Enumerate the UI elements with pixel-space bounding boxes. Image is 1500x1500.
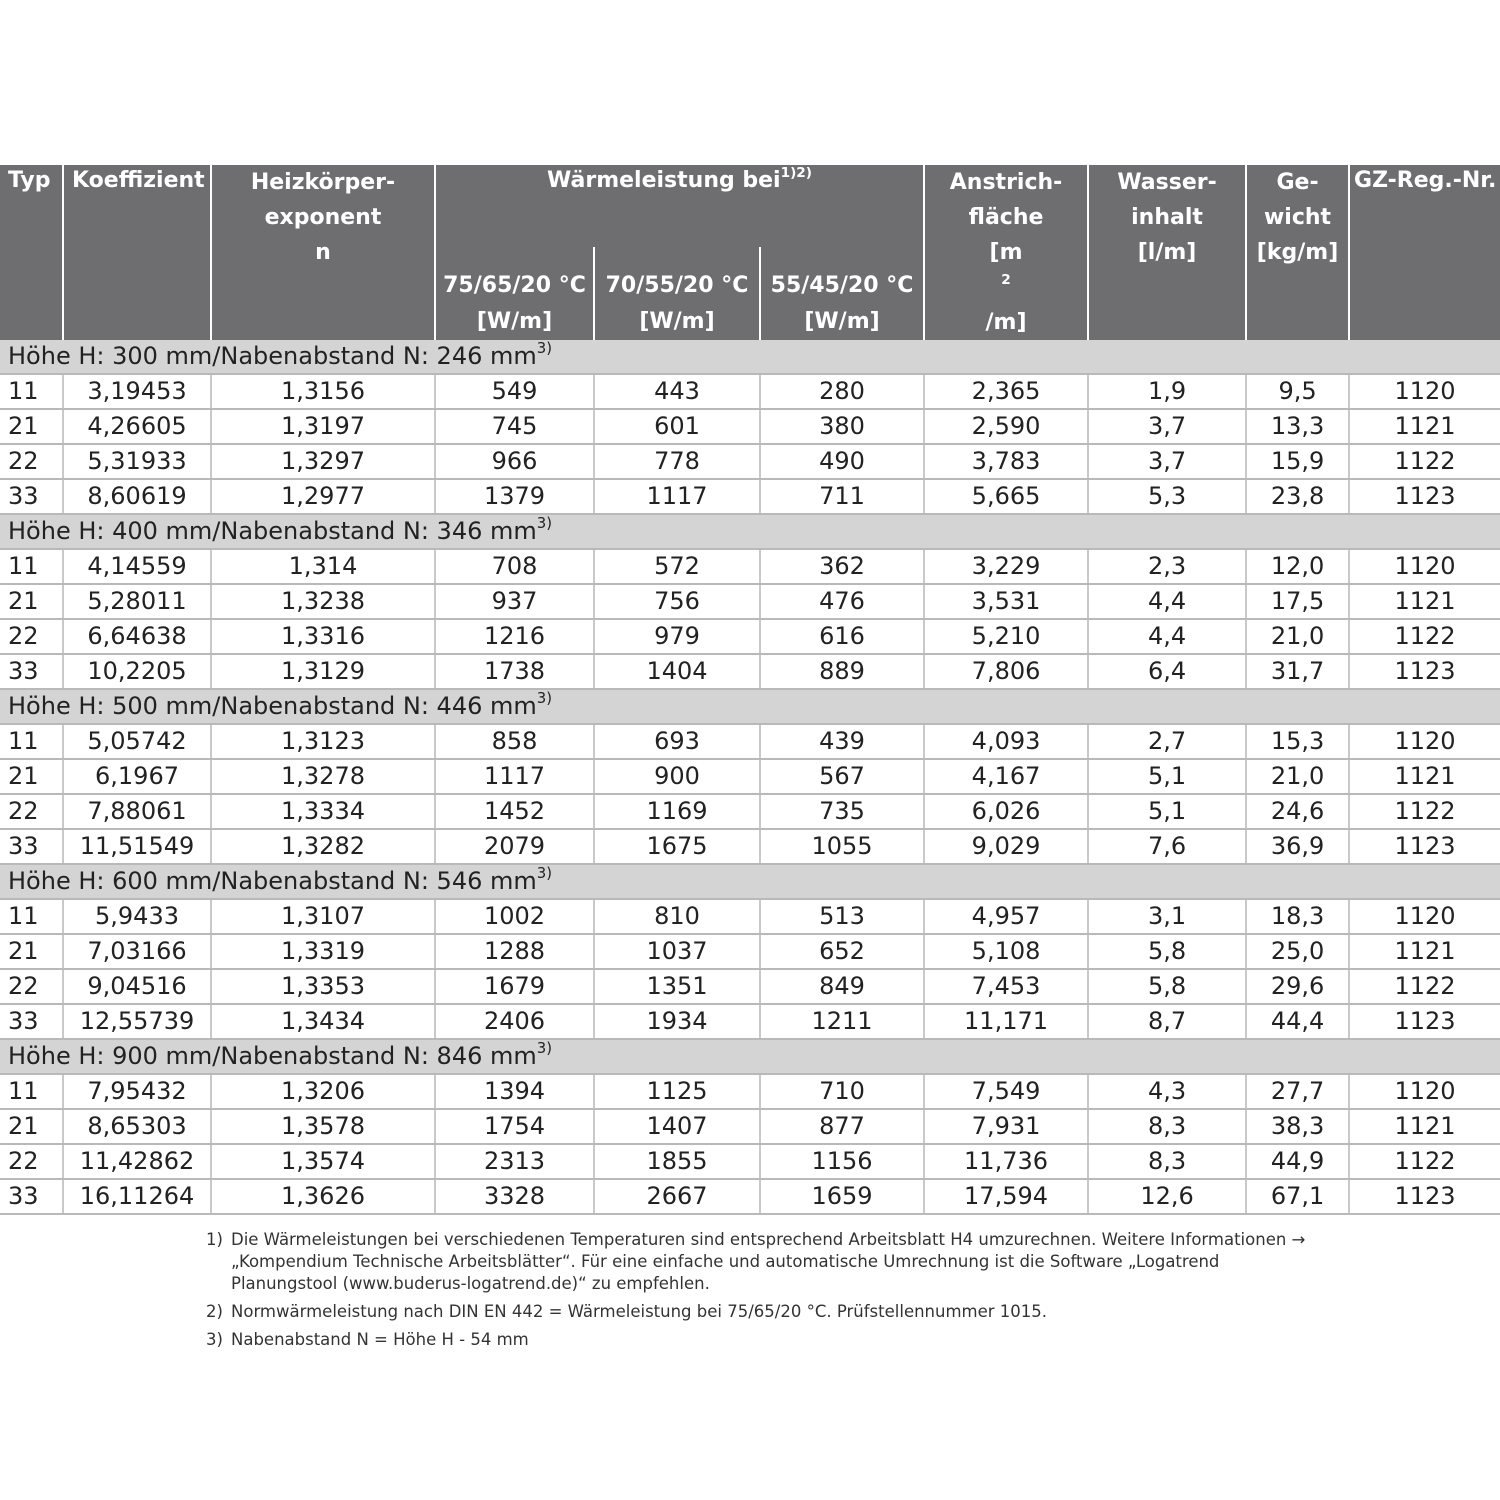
table-cell: 16,11264	[63, 1179, 211, 1214]
table-cell: 2406	[435, 1004, 594, 1039]
table-cell: 3,229	[924, 549, 1088, 584]
table-cell: 1123	[1349, 1004, 1500, 1039]
table-cell: 652	[760, 934, 924, 969]
table-cell: 601	[594, 409, 760, 444]
table-cell: 18,3	[1246, 899, 1349, 934]
table-cell: 1123	[1349, 1179, 1500, 1214]
table-cell: 13,3	[1246, 409, 1349, 444]
table-cell: 21	[0, 584, 63, 619]
table-cell: 5,665	[924, 479, 1088, 514]
table-cell: 1123	[1349, 654, 1500, 689]
table-cell: 7,549	[924, 1074, 1088, 1109]
table-cell: 44,9	[1246, 1144, 1349, 1179]
table-cell: 735	[760, 794, 924, 829]
table-cell: 21,0	[1246, 759, 1349, 794]
table-cell: 15,3	[1246, 724, 1349, 759]
table-cell: 1055	[760, 829, 924, 864]
table-cell: 710	[760, 1074, 924, 1109]
table-cell: 1,3297	[211, 444, 435, 479]
table-cell: 5,1	[1088, 759, 1246, 794]
group-heading: Höhe H: 400 mm/Nabenabstand N: 346 $mm^{3)}$	[0, 514, 1500, 549]
table-cell: 11,171	[924, 1004, 1088, 1039]
table-cell: 1,3353	[211, 969, 435, 1004]
table-row	[0, 899, 1500, 934]
table-cell: 1216	[435, 619, 594, 654]
table-cell: 2,3	[1088, 549, 1246, 584]
table-cell: 7,453	[924, 969, 1088, 1004]
table-cell: 9,04516	[63, 969, 211, 1004]
table-cell: 22	[0, 444, 63, 479]
group-heading-row	[0, 689, 1500, 724]
table-cell: 1,3107	[211, 899, 435, 934]
footnote	[206, 1329, 1306, 1351]
table-row	[0, 479, 1500, 514]
table-cell: 1,3574	[211, 1144, 435, 1179]
table-cell: 21	[0, 409, 63, 444]
table-cell: 5,8	[1088, 969, 1246, 1004]
table-cell: 44,4	[1246, 1004, 1349, 1039]
table-cell: 858	[435, 724, 594, 759]
table-cell: 5,1	[1088, 794, 1246, 829]
table-cell: 1125	[594, 1074, 760, 1109]
table-row	[0, 724, 1500, 759]
table-cell: 1,3278	[211, 759, 435, 794]
table-cell: 1,3197	[211, 409, 435, 444]
table-cell: 3,783	[924, 444, 1088, 479]
table-cell: 36,9	[1246, 829, 1349, 864]
table-cell: 1288	[435, 934, 594, 969]
table-cell: 1,3578	[211, 1109, 435, 1144]
table-cell: 12,0	[1246, 549, 1349, 584]
table-cell: 1120	[1349, 549, 1500, 584]
table-cell: 6,64638	[63, 619, 211, 654]
table-row	[0, 549, 1500, 584]
table-cell: 2,590	[924, 409, 1088, 444]
table-cell: 1,3129	[211, 654, 435, 689]
table-row	[0, 444, 1500, 479]
table-row	[0, 829, 1500, 864]
table-cell: 1,3334	[211, 794, 435, 829]
table-cell: 513	[760, 899, 924, 934]
table-cell: 711	[760, 479, 924, 514]
table-cell: 937	[435, 584, 594, 619]
footnotes	[206, 1229, 1306, 1357]
table-cell: 1,3206	[211, 1074, 435, 1109]
table-cell: 1,3156	[211, 374, 435, 409]
table-cell: 9,5	[1246, 374, 1349, 409]
group-heading-row	[0, 340, 1500, 374]
table-cell: 1122	[1349, 794, 1500, 829]
table-cell: 2667	[594, 1179, 760, 1214]
table-cell: 889	[760, 654, 924, 689]
table-cell: 443	[594, 374, 760, 409]
header-typ: Typ	[0, 165, 63, 340]
table-cell: 1,9	[1088, 374, 1246, 409]
table-cell: 1037	[594, 934, 760, 969]
table-cell: 1659	[760, 1179, 924, 1214]
header-gewicht: Ge- wicht [kg/m]	[1246, 165, 1349, 340]
footnote	[206, 1301, 1306, 1323]
table-cell: 3,1	[1088, 899, 1246, 934]
table-cell: 23,8	[1246, 479, 1349, 514]
header-temp-70-55-20: 70/55/20 °C [W/m]	[594, 247, 760, 340]
table-cell: 5,31933	[63, 444, 211, 479]
table-cell: 4,167	[924, 759, 1088, 794]
table-cell: 1407	[594, 1109, 760, 1144]
footnote-number: 2)	[206, 1302, 223, 1321]
table-cell: 15,9	[1246, 444, 1349, 479]
table-cell: 1117	[594, 479, 760, 514]
table-cell: 29,6	[1246, 969, 1349, 1004]
table-cell: 1452	[435, 794, 594, 829]
table-cell: 2079	[435, 829, 594, 864]
table-cell: 24,6	[1246, 794, 1349, 829]
table-cell: 9,029	[924, 829, 1088, 864]
header-temp-55-45-20: 55/45/20 °C [W/m]	[760, 247, 924, 340]
footnote-text: Normwärmeleistung nach DIN EN 442 = Wärmeleistung bei 75/65/20 °C. Prüfstellennummer 1015.	[231, 1302, 1048, 1321]
header-waermeleistung: Wärmeleistung bei$^{1)2)}$	[435, 165, 924, 247]
table-cell: 1394	[435, 1074, 594, 1109]
table-cell: 5,9433	[63, 899, 211, 934]
table-cell: 1,3123	[211, 724, 435, 759]
table-cell: 1123	[1349, 479, 1500, 514]
table-cell: 1120	[1349, 724, 1500, 759]
table-cell: 8,60619	[63, 479, 211, 514]
table-cell: 5,3	[1088, 479, 1246, 514]
header-temp-75-65-20: 75/65/20 °C [W/m]	[435, 247, 594, 340]
table-row	[0, 1074, 1500, 1109]
table-cell: 1169	[594, 794, 760, 829]
table-cell: 4,093	[924, 724, 1088, 759]
table-cell: 1122	[1349, 619, 1500, 654]
table-row	[0, 1179, 1500, 1214]
table-cell: 1754	[435, 1109, 594, 1144]
table-cell: 7,931	[924, 1109, 1088, 1144]
table-cell: 1934	[594, 1004, 760, 1039]
table-cell: 31,7	[1246, 654, 1349, 689]
table-row	[0, 654, 1500, 689]
footnote-number: 3)	[206, 1330, 223, 1349]
table-cell: 7,95432	[63, 1074, 211, 1109]
footnote	[206, 1229, 1306, 1295]
table-row	[0, 374, 1500, 409]
header-anstrichflaeche: Anstrich- fläche [m $^2$ /m]	[924, 165, 1088, 340]
table-cell: 3,7	[1088, 444, 1246, 479]
table-cell: 7,88061	[63, 794, 211, 829]
table-cell: 362	[760, 549, 924, 584]
table-cell: 549	[435, 374, 594, 409]
table-cell: 1121	[1349, 409, 1500, 444]
table-cell: 33	[0, 479, 63, 514]
table-cell: 11,736	[924, 1144, 1088, 1179]
table-cell: 11	[0, 1074, 63, 1109]
table-cell: 1121	[1349, 934, 1500, 969]
table-row	[0, 969, 1500, 1004]
table-cell: 1404	[594, 654, 760, 689]
table-cell: 1120	[1349, 899, 1500, 934]
table-cell: 900	[594, 759, 760, 794]
table-cell: 4,26605	[63, 409, 211, 444]
table-cell: 380	[760, 409, 924, 444]
table-cell: 6,4	[1088, 654, 1246, 689]
table-cell: 1117	[435, 759, 594, 794]
table-cell: 21	[0, 1109, 63, 1144]
table-cell: 1002	[435, 899, 594, 934]
group-heading: Höhe H: 500 mm/Nabenabstand N: 446 $mm^{3)}$	[0, 689, 1500, 724]
table-cell: 5,210	[924, 619, 1088, 654]
table-cell: 2313	[435, 1144, 594, 1179]
table-row	[0, 1004, 1500, 1039]
table-cell: 1121	[1349, 1109, 1500, 1144]
table-cell: 490	[760, 444, 924, 479]
header-wasserinhalt: Wasser- inhalt [l/m]	[1088, 165, 1246, 340]
table-row	[0, 1109, 1500, 1144]
table-cell: 1,3238	[211, 584, 435, 619]
table-cell: 1120	[1349, 374, 1500, 409]
table-cell: 21,0	[1246, 619, 1349, 654]
table-cell: 979	[594, 619, 760, 654]
table-cell: 572	[594, 549, 760, 584]
table-cell: 1123	[1349, 829, 1500, 864]
table-cell: 1121	[1349, 584, 1500, 619]
table-header	[0, 165, 1500, 340]
table-row	[0, 794, 1500, 829]
table-cell: 1120	[1349, 1074, 1500, 1109]
group-heading-row	[0, 514, 1500, 549]
table-cell: 4,957	[924, 899, 1088, 934]
table-cell: 6,1967	[63, 759, 211, 794]
table-cell: 17,5	[1246, 584, 1349, 619]
table-cell: 5,28011	[63, 584, 211, 619]
table-cell: 22	[0, 1144, 63, 1179]
table-cell: 21	[0, 759, 63, 794]
table-cell: 810	[594, 899, 760, 934]
table-cell: 33	[0, 1179, 63, 1214]
group-heading: Höhe H: 600 mm/Nabenabstand N: 546 $mm^{3)}$	[0, 864, 1500, 899]
table-cell: 966	[435, 444, 594, 479]
table-cell: 8,7	[1088, 1004, 1246, 1039]
table-cell: 11	[0, 549, 63, 584]
table-cell: 22	[0, 969, 63, 1004]
table-cell: 5,8	[1088, 934, 1246, 969]
table-cell: 8,3	[1088, 1109, 1246, 1144]
table-cell: 4,14559	[63, 549, 211, 584]
footnote-text: Die Wärmeleistungen bei verschiedenen Temperaturen sind entsprechend Arbeitsblatt H4 umzurechnen. Weitere Informationen → „Kompendium Technische Arbeitsblätter“. Für eine einfache und automatische Umrechnung ist die Software „Logatrend Planungstool (www.buderus-logatrend.de)“ zu empfehlen.	[231, 1230, 1306, 1293]
table-row	[0, 409, 1500, 444]
table-cell: 5,108	[924, 934, 1088, 969]
table-cell: 1679	[435, 969, 594, 1004]
table-cell: 567	[760, 759, 924, 794]
table-cell: 1738	[435, 654, 594, 689]
table-cell: 4,4	[1088, 619, 1246, 654]
table-cell: 12,55739	[63, 1004, 211, 1039]
table-cell: 3,19453	[63, 374, 211, 409]
table-row	[0, 759, 1500, 794]
table-cell: 1855	[594, 1144, 760, 1179]
table-cell: 439	[760, 724, 924, 759]
table-cell: 12,6	[1088, 1179, 1246, 1214]
table-cell: 27,7	[1246, 1074, 1349, 1109]
table-cell: 11	[0, 724, 63, 759]
table-cell: 1,3319	[211, 934, 435, 969]
table-cell: 1122	[1349, 1144, 1500, 1179]
table-cell: 3,531	[924, 584, 1088, 619]
table-row	[0, 934, 1500, 969]
table-cell: 756	[594, 584, 760, 619]
table-cell: 33	[0, 829, 63, 864]
radiator-data-table	[0, 165, 1500, 1215]
table-cell: 4,4	[1088, 584, 1246, 619]
table-cell: 1379	[435, 479, 594, 514]
table-cell: 11	[0, 374, 63, 409]
table-cell: 1,3434	[211, 1004, 435, 1039]
table-row	[0, 619, 1500, 654]
table-cell: 7,03166	[63, 934, 211, 969]
table-cell: 616	[760, 619, 924, 654]
group-heading-row	[0, 1039, 1500, 1074]
table-cell: 280	[760, 374, 924, 409]
table-cell: 67,1	[1246, 1179, 1349, 1214]
header-heizkoerperexponent: Heizkörper- exponent n	[211, 165, 435, 340]
table-cell: 7,6	[1088, 829, 1246, 864]
footnote-text: Nabenabstand N = Höhe H - 54 mm	[231, 1330, 529, 1349]
table-cell: 849	[760, 969, 924, 1004]
table-cell: 693	[594, 724, 760, 759]
table-cell: 877	[760, 1109, 924, 1144]
table-cell: 38,3	[1246, 1109, 1349, 1144]
table-cell: 22	[0, 794, 63, 829]
table-cell: 8,3	[1088, 1144, 1246, 1179]
table-cell: 745	[435, 409, 594, 444]
table-cell: 11,42862	[63, 1144, 211, 1179]
table-cell: 25,0	[1246, 934, 1349, 969]
footnote-number: 1)	[206, 1230, 223, 1249]
table-cell: 1,3316	[211, 619, 435, 654]
table-cell: 1121	[1349, 759, 1500, 794]
table-cell: 7,806	[924, 654, 1088, 689]
table-cell: 33	[0, 1004, 63, 1039]
table-cell: 1,3282	[211, 829, 435, 864]
table-cell: 778	[594, 444, 760, 479]
table-cell: 8,65303	[63, 1109, 211, 1144]
table-cell: 2,365	[924, 374, 1088, 409]
table-cell: 6,026	[924, 794, 1088, 829]
table-body	[0, 340, 1500, 1214]
table-row	[0, 584, 1500, 619]
table-cell: 5,05742	[63, 724, 211, 759]
group-heading-row	[0, 864, 1500, 899]
table-cell: 21	[0, 934, 63, 969]
table-cell: 17,594	[924, 1179, 1088, 1214]
table-cell: 1,2977	[211, 479, 435, 514]
header-gz-reg-nr: GZ-Reg.-Nr.	[1349, 165, 1500, 340]
table-cell: 3328	[435, 1179, 594, 1214]
table-cell: 1211	[760, 1004, 924, 1039]
group-heading: Höhe H: 900 mm/Nabenabstand N: 846 $mm^{3)}$	[0, 1039, 1500, 1074]
table-row	[0, 1144, 1500, 1179]
table-cell: 1122	[1349, 969, 1500, 1004]
header-row-1	[0, 165, 1500, 247]
table-cell: 476	[760, 584, 924, 619]
table-cell: 1122	[1349, 444, 1500, 479]
header-koeffizient: Koeffizient	[63, 165, 211, 340]
table-cell: 2,7	[1088, 724, 1246, 759]
table-cell: 708	[435, 549, 594, 584]
table-cell: 10,2205	[63, 654, 211, 689]
table-cell: 11,51549	[63, 829, 211, 864]
table-cell: 33	[0, 654, 63, 689]
table-cell: 1351	[594, 969, 760, 1004]
table-cell: 1675	[594, 829, 760, 864]
table-cell: 22	[0, 619, 63, 654]
table-cell: 1,314	[211, 549, 435, 584]
table-cell: 3,7	[1088, 409, 1246, 444]
table-cell: 4,3	[1088, 1074, 1246, 1109]
table-cell: 11	[0, 899, 63, 934]
group-heading: Höhe H: 300 mm/Nabenabstand N: 246 $mm^{3)}$	[0, 340, 1500, 374]
table-cell: 1156	[760, 1144, 924, 1179]
table-cell: 1,3626	[211, 1179, 435, 1214]
